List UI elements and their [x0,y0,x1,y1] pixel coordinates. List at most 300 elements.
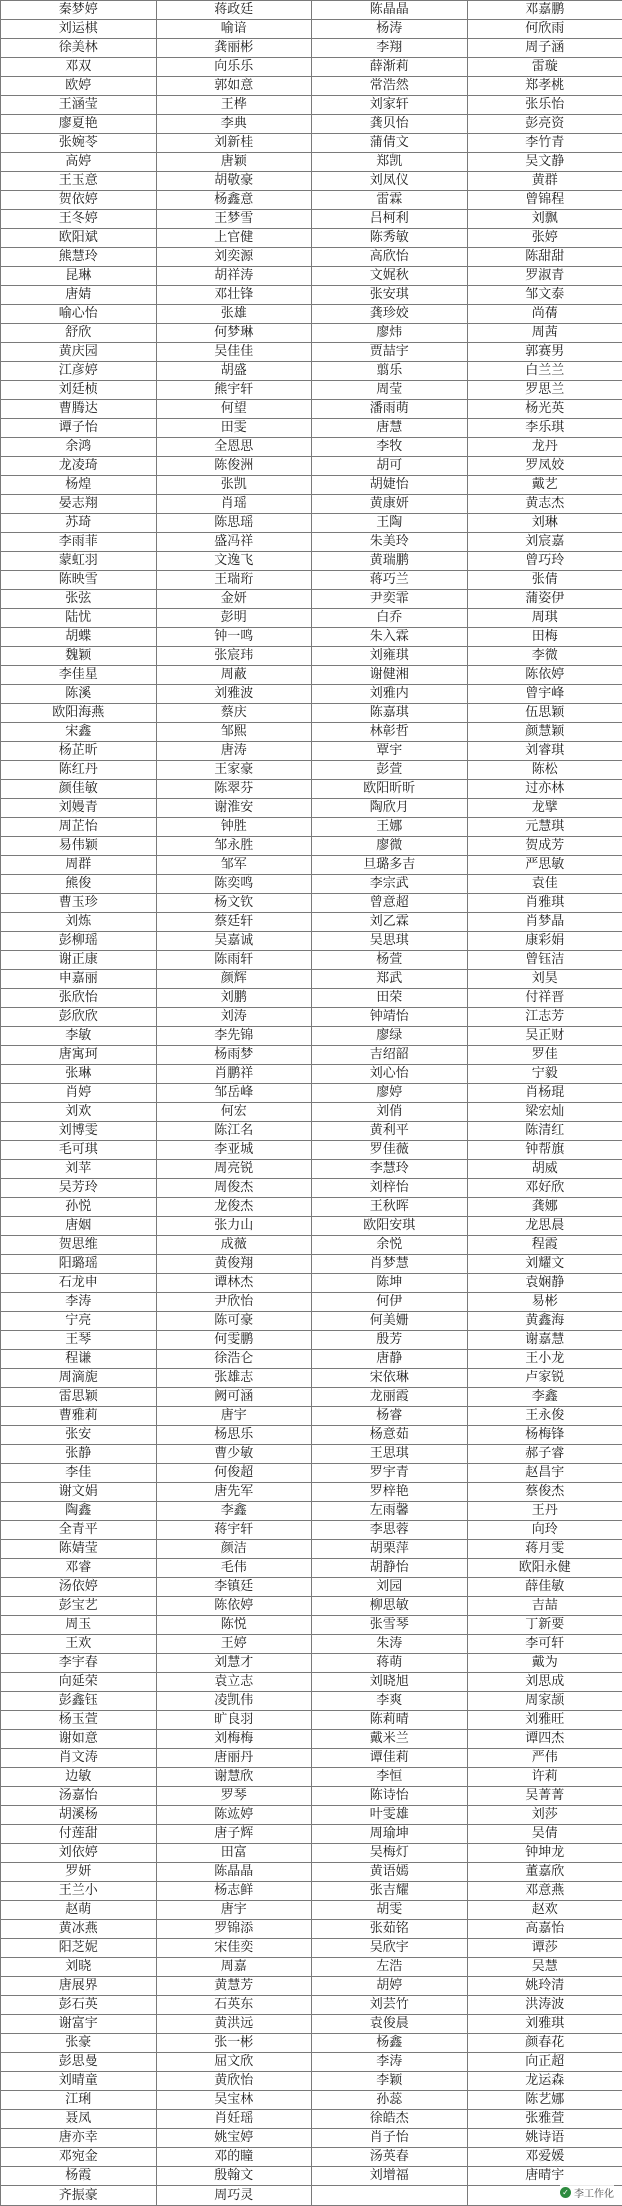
name-cell: 雷思颖 [1,1388,157,1407]
name-cell: 李涛 [312,2053,468,2072]
name-cell: 刘苹 [1,1160,157,1179]
name-cell: 曾巧玲 [467,552,622,571]
table-row [1,1160,622,1179]
name-cell: 邓意燕 [467,1882,622,1901]
name-cell: 谭四杰 [467,1730,622,1749]
name-cell: 周亮锐 [156,1160,312,1179]
name-cell: 杨萱 [312,951,468,970]
name-cell: 严思敏 [467,856,622,875]
name-cell: 罗淑青 [467,267,622,286]
table-row [1,1920,622,1939]
name-cell: 刘嫚青 [1,799,157,818]
table-row [1,780,622,799]
name-cell: 唐展界 [1,1977,157,1996]
name-cell: 陈松 [467,761,622,780]
name-cell: 陈悦 [156,1616,312,1635]
name-cell: 元慧琪 [467,818,622,837]
name-cell: 曾宇峰 [467,685,622,704]
name-cell: 谢淮安 [156,799,312,818]
name-cell: 陈艺娜 [467,2091,622,2110]
name-cell: 周莹 [312,381,468,400]
table-row [1,1350,622,1369]
name-cell: 刘凤仪 [312,172,468,191]
name-cell: 陈可豪 [156,1312,312,1331]
name-cell: 蔡廷轩 [156,913,312,932]
table-row [1,1996,622,2015]
name-cell: 刘心怡 [312,1065,468,1084]
name-cell: 彭思曼 [1,2053,157,2072]
name-cell: 周巧灵 [156,2186,312,2206]
name-cell: 刘家轩 [312,96,468,115]
table-row [1,1711,622,1730]
name-cell: 郝子睿 [467,1445,622,1464]
name-cell: 邓嘉鹏 [467,1,622,20]
name-cell: 曾锦程 [467,191,622,210]
name-cell: 黄冰燕 [1,1920,157,1939]
name-cell: 康彩娟 [467,932,622,951]
table-row [1,1217,622,1236]
table-row [1,2167,622,2186]
name-cell: 刘晓旭 [312,1673,468,1692]
name-cell: 田梅 [467,628,622,647]
name-cell: 钟胜 [156,818,312,837]
table-row [1,571,622,590]
name-cell: 袁娴静 [467,1274,622,1293]
name-cell: 李翔 [312,39,468,58]
name-cell: 陈依婷 [467,666,622,685]
table-row [1,2110,622,2129]
name-cell: 罗佳 [467,1046,622,1065]
name-cell: 戴为 [467,1654,622,1673]
name-cell: 胡敬豪 [156,172,312,191]
name-cell: 杨光英 [467,400,622,419]
name-cell: 李可轩 [467,1635,622,1654]
name-cell: 张婷 [467,229,622,248]
name-cell: 成薇 [156,1236,312,1255]
name-cell: 袁立志 [156,1673,312,1692]
name-cell: 肖鹏祥 [156,1065,312,1084]
table-row [1,609,622,628]
name-cell: 刘晴童 [1,2072,157,2091]
name-cell: 唐婧 [1,286,157,305]
name-cell: 王小龙 [467,1350,622,1369]
name-cell: 陈诗怡 [312,1787,468,1806]
name-cell: 易伟颖 [1,837,157,856]
name-cell: 全青平 [1,1521,157,1540]
name-cell: 江彦婷 [1,362,157,381]
name-cell: 王思琪 [312,1445,468,1464]
table-row [1,2148,622,2167]
name-cell: 蔡俊杰 [467,1483,622,1502]
name-cell: 王娜 [312,818,468,837]
name-cell: 舒欣 [1,324,157,343]
table-row [1,1331,622,1350]
name-cell: 陈婧莹 [1,1540,157,1559]
name-cell: 汤英春 [312,2148,468,2167]
table-row [1,1844,622,1863]
name-cell: 谭林杰 [156,1274,312,1293]
table-row [1,704,622,723]
name-cell: 赵萌 [1,1901,157,1920]
name-cell: 张安 [1,1426,157,1445]
name-cell: 龙丽霞 [312,1388,468,1407]
table-row [1,324,622,343]
table-row [1,20,622,39]
name-cell: 付莲甜 [1,1825,157,1844]
name-cell: 蒲姿伊 [467,590,622,609]
name-cell: 晏志翔 [1,495,157,514]
name-cell: 王欢 [1,1635,157,1654]
name-cell: 宋佳奕 [156,1939,312,1958]
name-cell: 彭萱 [312,761,468,780]
name-cell: 吴嘉诚 [156,932,312,951]
name-cell: 谭佳莉 [312,1749,468,1768]
name-cell: 杨雨梦 [156,1046,312,1065]
name-cell: 曹雅莉 [1,1407,157,1426]
name-cell: 陆忧 [1,609,157,628]
table-row [1,400,622,419]
name-cell: 蒲倩文 [312,134,468,153]
name-cell: 过亦林 [467,780,622,799]
name-cell: 张弦 [1,590,157,609]
name-cell: 周琪 [467,609,622,628]
name-cell: 罗锦添 [156,1920,312,1939]
table-row [1,1274,622,1293]
name-cell: 徐美林 [1,39,157,58]
name-cell: 陈奕鸣 [156,875,312,894]
name-cell: 石龙申 [1,1274,157,1293]
name-cell: 梁宏灿 [467,1103,622,1122]
name-cell: 李思蓉 [312,1521,468,1540]
name-cell: 全恩思 [156,438,312,457]
name-cell: 黄群 [467,172,622,191]
name-cell: 刘廷桢 [1,381,157,400]
table-row [1,533,622,552]
name-cell: 胡婕怡 [312,476,468,495]
table-row [1,419,622,438]
watermark-text: 李工作化 [574,2189,614,2200]
name-cell: 唐宇 [156,1407,312,1426]
name-cell: 朱入霖 [312,628,468,647]
name-cell: 李涛 [1,1293,157,1312]
name-cell: 田富 [156,1844,312,1863]
table-row [1,1255,622,1274]
name-cell: 彭明 [156,609,312,628]
name-cell: 朱涛 [312,1635,468,1654]
table-row [1,1103,622,1122]
table-row [1,1901,622,1920]
name-cell: 刘雍琪 [312,647,468,666]
name-cell: 吴正财 [467,1027,622,1046]
name-cell: 刘博雯 [1,1122,157,1141]
name-cell: 谢如意 [1,1730,157,1749]
name-cell: 汤依婷 [1,1578,157,1597]
name-cell: 罗妍 [1,1863,157,1882]
table-row [1,1464,622,1483]
table-row [1,96,622,115]
name-cell: 吴思琪 [312,932,468,951]
table-row [1,951,622,970]
name-cell: 刘梅梅 [156,1730,312,1749]
name-cell: 唐宇 [156,1901,312,1920]
table-row [1,267,622,286]
name-cell: 肖杨琨 [467,1084,622,1103]
name-cell: 白兰兰 [467,362,622,381]
table-row [1,1122,622,1141]
table-row [1,1027,622,1046]
name-cell: 刘琳 [467,514,622,533]
table-row [1,1179,622,1198]
name-cell: 江志芳 [467,1008,622,1027]
table-row [1,1502,622,1521]
name-cell: 黄志杰 [467,495,622,514]
name-cell: 常浩然 [312,77,468,96]
name-cell: 刘新桂 [156,134,312,153]
name-cell: 何美姗 [312,1312,468,1331]
table-row [1,1635,622,1654]
name-cell: 李敏 [1,1027,157,1046]
name-cell: 唐姻 [1,1217,157,1236]
name-cell: 吉喆 [467,1597,622,1616]
name-cell: 王玉意 [1,172,157,191]
table-row [1,343,622,362]
name-cell: 杨睿 [312,1407,468,1426]
table-row [1,286,622,305]
name-cell: 谢正康 [1,951,157,970]
name-cell: 董嘉欣 [467,1863,622,1882]
name-cell: 李慧玲 [312,1160,468,1179]
table-row [1,666,622,685]
name-cell: 胡栗萍 [312,1540,468,1559]
name-cell: 袁佳 [467,875,622,894]
table-row [1,1483,622,1502]
name-cell: 张静 [1,1445,157,1464]
name-cell: 喻谙 [156,20,312,39]
name-cell: 向正超 [467,2053,622,2072]
table-row [1,514,622,533]
name-cell: 罗思兰 [467,381,622,400]
name-cell: 苏琦 [1,514,157,533]
name-cell: 柳思敏 [312,1597,468,1616]
name-cell: 胡溪杨 [1,1806,157,1825]
name-cell: 邹熙 [156,723,312,742]
name-cell: 杨鑫意 [156,191,312,210]
name-cell: 刘涛 [156,1008,312,1027]
name-cell: 赵欢 [467,1901,622,1920]
table-row [1,39,622,58]
watermark-logo-icon: ✓ [560,2187,571,2198]
name-cell: 钟帮旗 [467,1141,622,1160]
name-cell: 伍思颖 [467,704,622,723]
name-cell: 申嘉丽 [1,970,157,989]
name-cell: 杨意茹 [312,1426,468,1445]
name-cell: 黄庆园 [1,343,157,362]
name-cell: 李先锦 [156,1027,312,1046]
name-cell: 丁新要 [467,1616,622,1635]
name-cell: 邹永胜 [156,837,312,856]
name-cell: 周瑜坤 [312,1825,468,1844]
table-row [1,362,622,381]
table-row [1,1236,622,1255]
name-cell: 彭鑫钰 [1,1692,157,1711]
name-cell: 陈思瑶 [156,514,312,533]
name-cell: 张雄 [156,305,312,324]
name-cell: 吴芳玲 [1,1179,157,1198]
name-cell: 齐振豪 [1,2186,157,2206]
name-cell: 唐先军 [156,1483,312,1502]
name-cell: 旦璐多吉 [312,856,468,875]
table-row [1,1559,622,1578]
name-cell: 宋鑫 [1,723,157,742]
table-row [1,1749,622,1768]
name-cell: 胡蝶 [1,628,157,647]
table-row [1,1540,622,1559]
name-cell: 杨文钦 [156,894,312,913]
name-cell: 罗凤姣 [467,457,622,476]
name-cell: 孙悦 [1,1198,157,1217]
name-cell: 余鸿 [1,438,157,457]
table-row [1,229,622,248]
table-row [1,1521,622,1540]
name-cell: 罗佳薇 [312,1141,468,1160]
name-cell: 陈秀敏 [312,229,468,248]
name-cell: 蒋政廷 [156,1,312,20]
name-cell: 黄康妍 [312,495,468,514]
name-cell: 贾喆宇 [312,343,468,362]
name-cell: 王陶 [312,514,468,533]
name-cell: 吴佳佳 [156,343,312,362]
name-cell: 张吉耀 [312,1882,468,1901]
name-cell: 周茜 [467,324,622,343]
name-cell: 李镇廷 [156,1578,312,1597]
name-cell: 胡婷 [312,1977,468,1996]
name-cell: 周滴旎 [1,1369,157,1388]
name-cell: 刘昊 [467,970,622,989]
name-cell: 阳璐瑶 [1,1255,157,1274]
name-cell: 龙擘 [467,799,622,818]
name-cell: 刘炼 [1,913,157,932]
name-cell: 王涵莹 [1,96,157,115]
table-row [1,457,622,476]
name-cell: 彭柳瑶 [1,932,157,951]
table-row [1,2015,622,2034]
name-cell: 彭石英 [1,1996,157,2015]
name-cell: 张安琪 [312,286,468,305]
name-cell: 欧阳昕昕 [312,780,468,799]
table-row [1,932,622,951]
name-cell: 李佳星 [1,666,157,685]
table-row [1,438,622,457]
name-cell: 何雯鹏 [156,1331,312,1350]
name-cell: 陈坤 [312,1274,468,1293]
table-body [1,1,622,2206]
name-cell: 吴欣宇 [312,1939,468,1958]
name-cell: 郑孝桃 [467,77,622,96]
name-cell: 陈晶晶 [156,1863,312,1882]
name-cell: 金妍 [156,590,312,609]
name-cell: 肖瑶 [156,495,312,514]
name-cell: 罗宇青 [312,1464,468,1483]
name-cell: 钟靖怡 [312,1008,468,1027]
name-cell: 魏颖 [1,647,157,666]
name-cell: 潘雨萌 [312,400,468,419]
name-cell: 唐颖 [156,153,312,172]
table-row [1,1768,622,1787]
name-cell: 严伟 [467,1749,622,1768]
name-cell: 邓的瞳 [156,2148,312,2167]
name-cell: 李爽 [312,1692,468,1711]
name-cell: 张一彬 [156,2034,312,2053]
table-row [1,77,622,96]
name-cell: 刘增福 [312,2167,468,2186]
name-cell: 向玲 [467,1521,622,1540]
name-cell: 杨煌 [1,476,157,495]
name-cell: 刘睿琪 [467,742,622,761]
table-row [1,381,622,400]
name-cell: 廖婷 [312,1084,468,1103]
name-cell: 蒋宇轩 [156,1521,312,1540]
name-cell: 尹奕霏 [312,590,468,609]
name-cell: 石英东 [156,1996,312,2015]
name-cell: 殷芳 [312,1331,468,1350]
name-cell: 廖炜 [312,324,468,343]
name-cell: 胡静怡 [312,1559,468,1578]
name-cell: 张婉苓 [1,134,157,153]
name-cell: 周群 [1,856,157,875]
name-cell: 宁毅 [467,1065,622,1084]
name-cell: 江琍 [1,2091,157,2110]
name-cell: 刘梓怡 [312,1179,468,1198]
name-cell: 吕柯利 [312,210,468,229]
name-cell: 蒋萌 [312,1654,468,1673]
name-cell: 张乐怡 [467,96,622,115]
name-cell: 姚诗语 [467,2129,622,2148]
name-cell: 刘鹏 [156,989,312,1008]
table-row [1,115,622,134]
name-cell: 文娓秋 [312,267,468,286]
name-cell: 钟坤龙 [467,1844,622,1863]
name-cell: 熊俊 [1,875,157,894]
table-row [1,1046,622,1065]
table-row [1,1065,622,1084]
name-cell: 付祥晋 [467,989,622,1008]
name-cell: 毛伟 [156,1559,312,1578]
name-cell: 龙运森 [467,2072,622,2091]
name-cell: 屈文欣 [156,2053,312,2072]
name-cell: 谢慧欣 [156,1768,312,1787]
name-cell: 蔡庆 [156,704,312,723]
name-cell: 何梦琳 [156,324,312,343]
table-row [1,1692,622,1711]
name-cell: 邹岳峰 [156,1084,312,1103]
name-cell: 李鑫 [156,1502,312,1521]
table-row [1,1388,622,1407]
table-row [1,172,622,191]
name-cell: 向延荣 [1,1673,157,1692]
name-cell: 周芷怡 [1,818,157,837]
table-row [1,1673,622,1692]
name-cell: 宁亮 [1,1312,157,1331]
name-cell: 唐晴宇 [467,2167,622,2186]
name-cell: 郑武 [312,970,468,989]
name-cell: 颜洁 [156,1540,312,1559]
name-cell: 黄利平 [312,1122,468,1141]
name-cell: 旷良羽 [156,1711,312,1730]
name-cell: 杨志鲜 [156,1882,312,1901]
table-row [1,837,622,856]
name-cell: 曹腾达 [1,400,157,419]
name-cell: 王丹 [467,1502,622,1521]
